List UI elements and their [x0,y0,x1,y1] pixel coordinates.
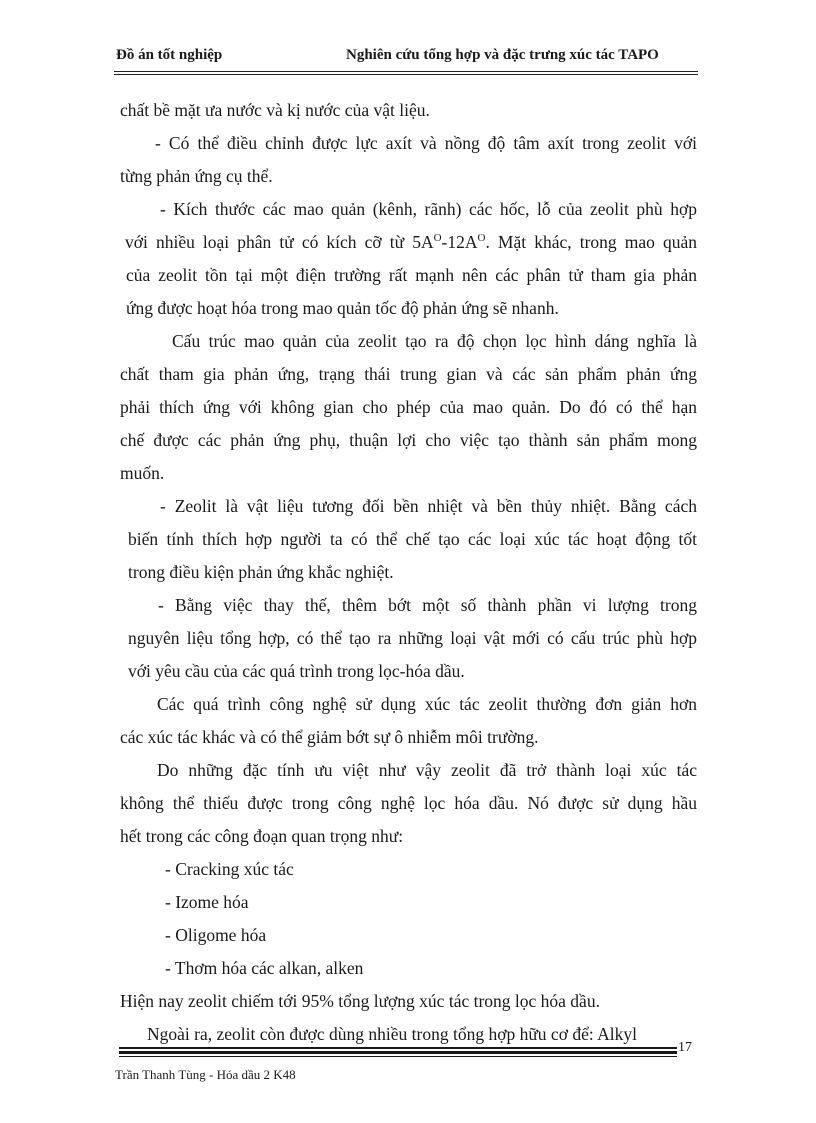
text-fragment: với nhiều loại phân tử có kích cỡ từ 5A [125,232,434,252]
text-line: Do những đặc tính ưu việt như vậy zeolit đã trở thành loại xúc tác [157,760,697,780]
footer-rule [119,1056,677,1057]
text-line: từng phản ứng cụ thể. [120,166,273,186]
text-line: nguyên liệu tổng hợp, có thể tạo ra những loại vật mới có cấu trúc phù hợp [128,628,697,648]
text-line: không thể thiếu được trong công nghệ lọc hóa dầu. Nó được sử dụng hầu [120,793,697,813]
text-line: biến tính thích hợp người ta có thể chế tạo các loại xúc tác hoạt động tốt [128,529,697,549]
text-line: - Zeolit là vật liệu tương đối bền nhiệt và bền thủy nhiệt. Bằng cách [160,496,697,516]
list-item: - Izome hóa [165,892,249,912]
list-item: - Oligome hóa [165,925,267,945]
header-right-title: Nghiên cứu tổng hợp và đặc trưng xúc tác TAPO [346,47,659,63]
footer-rule [119,1051,677,1054]
text-line: Cấu trúc mao quản của zeolit tạo ra độ chọn lọc hình dáng nghĩa là [172,331,697,351]
text-line: của zeolit tồn tại một điện trường rất mạnh nên các phân tử tham gia phản [126,265,697,285]
text-fragment: -12A [441,232,478,252]
text-line: hết trong các công đoạn quan trọng như: [120,826,404,846]
text-line: Các quá trình công nghệ sử dụng xúc tác zeolit thường đơn giản hơn [157,694,697,714]
text-line: - Có thể điều chỉnh được lực axít và nồng độ tâm axít trong zeolit với [155,133,697,153]
text-fragment: . Mặt khác, trong mao quản [485,232,697,252]
header-rule [114,71,698,72]
text-line: chất tham gia phản ứng, trạng thái trung gian và các sản phẩm phản ứng [120,364,697,384]
footer-author: Trần Thanh Tùng - Hóa dầu 2 K48 [115,1067,296,1082]
header-left-title: Đồ án tốt nghiệp [116,47,223,63]
text-line: phải thích ứng với không gian cho phép của mao quản. Do đó có thể hạn [120,397,697,417]
text-line: chất bề mặt ưa nước và kị nước của vật liệu. [120,100,430,120]
page-number: 17 [678,1040,692,1055]
text-line: chế được các phản ứng phụ, thuận lợi cho việc tạo thành sản phẩm mong [120,430,697,450]
text-line: các xúc tác khác và có thể giảm bớt sự ô nhiễm môi trường. [120,727,539,747]
footer-rule [119,1047,677,1049]
text-line: - Kích thước các mao quản (kênh, rãnh) các hốc, lỗ của zeolit phù hợp [160,199,697,219]
text-line: Hiện nay zeolit chiếm tới 95% tổng lượng xúc tác trong lọc hóa dầu. [120,991,600,1011]
text-line: trong điều kiện phản ứng khắc nghiệt. [128,562,394,582]
text-line: Ngoài ra, zeolit còn được dùng nhiều trong tổng hợp hữu cơ để: Alkyl [147,1024,637,1044]
text-line: ứng được hoạt hóa trong mao quản tốc độ phản ứng sẽ nhanh. [126,298,559,318]
superscript: O [477,232,486,245]
list-item: - Thơm hóa các alkan, alken [165,958,364,978]
text-line [125,232,697,253]
text-line: với yêu cầu của các quá trình trong lọc-hóa dầu. [128,661,465,681]
list-item: - Cracking xúc tác [165,859,294,879]
text-line: - Bằng việc thay thế, thêm bớt một số thành phần vi lượng trong [158,595,697,615]
text-line: muốn. [120,463,165,483]
superscript: O [433,232,442,245]
header-rule [114,74,698,75]
